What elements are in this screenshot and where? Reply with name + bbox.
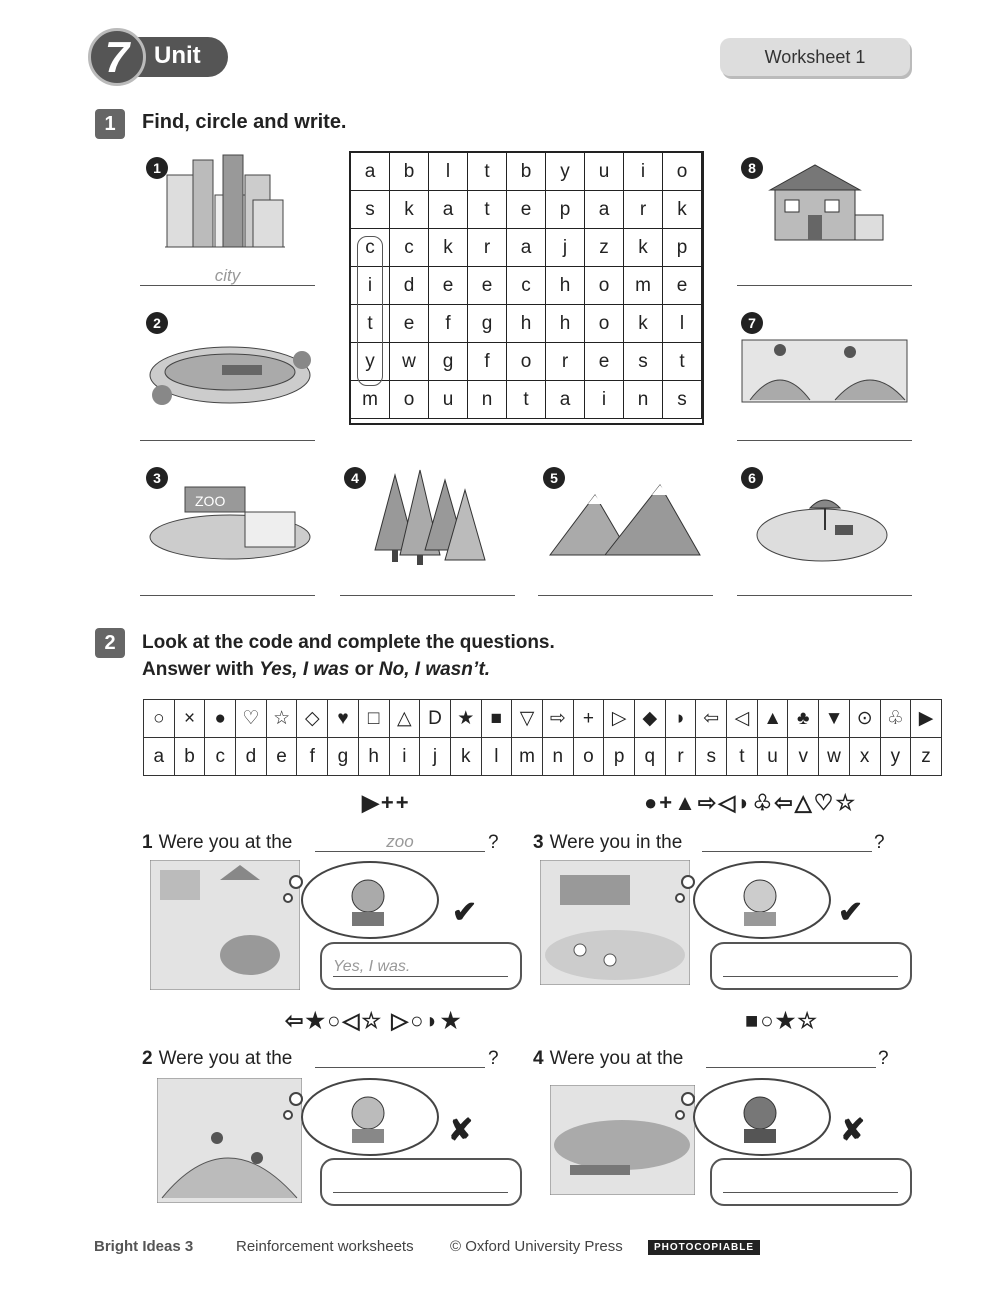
grid-cell[interactable]: h [546,267,585,305]
question-mark: ? [874,832,885,853]
code-symbol: ♡ [236,700,267,738]
grid-cell[interactable]: n [468,381,507,419]
code-letter: x [849,738,880,776]
cross-mark-icon: ✘ [840,1114,866,1147]
code-symbol: ▼ [819,700,850,738]
code-letter: j [420,738,451,776]
grid-cell[interactable]: r [468,229,507,267]
footer-copyright: © Oxford University Press [450,1238,623,1255]
grid-cell[interactable]: a [585,191,624,229]
question-4 [533,1048,683,1070]
grid-cell[interactable]: c [507,267,546,305]
grid-cell[interactable]: e [507,191,546,229]
answer-line-6[interactable] [737,595,912,596]
section-2-number: 2 [95,628,125,658]
grid-cell[interactable]: r [546,343,585,381]
code-symbol: ⇦ [696,700,727,738]
grid-cell[interactable]: k [624,305,663,343]
code-symbol: ◗ [665,700,696,738]
answer-line-8[interactable] [737,285,912,286]
code-symbol: ▷ [604,700,635,738]
grid-cell[interactable]: s [351,191,390,229]
grid-cell[interactable]: j [546,229,585,267]
grid-cell[interactable]: e [663,267,702,305]
code-letter: e [266,738,297,776]
code-symbol: △ [389,700,420,738]
grid-cell[interactable]: y [351,343,390,381]
code-symbol: × [174,700,205,738]
grid-cell[interactable]: p [546,191,585,229]
question-1-answer: zoo [386,832,414,851]
code-symbol: ☆ [266,700,297,738]
question-mark: ? [488,832,499,853]
thought-bubble-icon [672,858,832,943]
question-prefix: Were you at the [158,832,293,853]
code-symbol: ◁ [727,700,758,738]
picture-number: 3 [146,467,168,489]
grid-cell[interactable]: e [390,305,429,343]
question-mark: ? [878,1048,889,1069]
code-symbol: ⊙ [849,700,880,738]
footer-photocopiable: PHOTOCOPIABLE [648,1240,760,1255]
code-letter: y [880,738,911,776]
forest-icon [365,465,490,570]
question-prefix: Were you at the [158,1048,293,1069]
grid-cell[interactable]: o [507,343,546,381]
code-word-3: ●+▲⇨◁◗♧⇦△♡☆ [644,790,858,815]
answer-line-3[interactable] [140,595,315,596]
question-number: 4 [533,1048,544,1069]
code-symbol: ◇ [297,700,328,738]
answer-box-4-line [723,1192,898,1193]
grid-cell[interactable]: h [507,305,546,343]
grid-cell[interactable]: a [507,229,546,267]
answer-line-2[interactable] [140,440,315,441]
grid-cell[interactable]: k [663,191,702,229]
picture-number: 2 [146,312,168,334]
grid-cell[interactable]: t [468,191,507,229]
code-symbol: D [420,700,451,738]
svg-text:ZOO: ZOO [195,493,226,509]
code-letter: w [819,738,850,776]
code-letter: a [144,738,175,776]
code-letter: h [358,738,389,776]
grid-cell[interactable]: e [429,267,468,305]
grid-cell[interactable]: m [351,381,390,419]
check-mark-icon: ✔ [452,896,478,929]
code-symbol: ◆ [635,700,666,738]
code-letter: f [297,738,328,776]
skatepark-icon [740,330,910,405]
answer-line-4[interactable] [340,595,515,596]
footer-brand: Bright Ideas 3 [94,1238,194,1255]
city-icon [165,155,285,250]
code-symbol: ♧ [880,700,911,738]
grid-cell[interactable]: e [468,267,507,305]
zoo-scene-icon [150,860,300,990]
grid-cell[interactable]: t [507,381,546,419]
picture-number: 4 [344,467,366,489]
code-letter: k [450,738,481,776]
grid-cell[interactable]: k [390,191,429,229]
thought-bubble-icon [280,858,440,943]
question-2-line[interactable] [315,1067,485,1068]
grid-cell[interactable]: o [390,381,429,419]
question-3 [533,832,682,854]
section-1-instruction: Find, circle and write. [142,111,347,133]
code-letter: m [512,738,543,776]
code-symbol: ♥ [328,700,359,738]
code-letter: i [389,738,420,776]
grid-cell[interactable]: f [429,305,468,343]
code-word-1: ▶++ [362,790,411,815]
grid-cell[interactable]: d [390,267,429,305]
grid-cell[interactable]: s [624,343,663,381]
grid-cell[interactable]: z [585,229,624,267]
grid-cell[interactable]: o [585,305,624,343]
code-table [143,699,942,776]
code-letter: u [757,738,788,776]
question-prefix: Were you at the [549,1048,684,1069]
code-letter: t [727,738,758,776]
instruction-or: or [349,659,379,680]
code-symbol: □ [358,700,389,738]
code-letter: c [205,738,236,776]
grid-cell[interactable]: a [351,153,390,191]
code-symbol: ♣ [788,700,819,738]
code-letter: z [911,738,942,776]
grid-cell[interactable]: l [429,153,468,191]
grid-cell[interactable]: i [585,381,624,419]
question-number: 1 [142,832,153,853]
grid-cell[interactable]: b [507,153,546,191]
grid-cell[interactable]: w [390,343,429,381]
home-icon [765,160,885,245]
answer-1: city [214,266,241,285]
grid-cell[interactable]: i [351,267,390,305]
answer-box-4[interactable] [710,1158,912,1206]
word-search-grid [350,152,702,419]
grid-cell[interactable]: o [585,267,624,305]
code-symbol: ▶ [911,700,942,738]
grid-cell[interactable]: m [624,267,663,305]
code-letter: v [788,738,819,776]
worksheet-label: Worksheet 1 [720,38,910,76]
code-symbol: + [573,700,604,738]
grid-cell[interactable]: t [468,153,507,191]
code-letter: g [328,738,359,776]
question-1 [142,832,292,854]
grid-cell[interactable]: k [429,229,468,267]
grid-cell[interactable]: h [546,305,585,343]
grid-cell[interactable]: t [663,343,702,381]
footer-worksheets: Reinforcement worksheets [236,1238,414,1255]
question-2 [142,1048,292,1070]
circled-word-city [357,236,383,386]
picture-number: 6 [741,467,763,489]
question-mark: ? [488,1048,499,1069]
thought-bubble-icon [280,1075,440,1160]
grid-cell[interactable]: s [663,381,702,419]
grid-cell[interactable]: f [468,343,507,381]
picture-number: 8 [741,157,763,179]
answer-box-1-line [333,976,508,977]
code-symbol: ● [205,700,236,738]
grid-cell[interactable]: t [351,305,390,343]
code-letter: q [635,738,666,776]
question-4-line[interactable] [706,1067,876,1068]
grid-cell[interactable]: b [390,153,429,191]
zoo-icon [145,482,315,562]
answer-box-2[interactable] [320,1158,522,1206]
code-letter: d [236,738,267,776]
grid-cell[interactable]: u [429,381,468,419]
grid-cell[interactable]: g [429,343,468,381]
code-word-2: ⇦★○◁☆ ▷○◗★ [285,1008,463,1033]
code-symbol: ⇨ [542,700,573,738]
check-mark-icon: ✔ [838,896,864,929]
beach-icon [755,490,890,565]
question-number: 2 [142,1048,153,1069]
code-word-4: ■○★☆ [745,1008,820,1033]
picture-number: 7 [741,312,763,334]
cross-mark-icon: ✘ [448,1114,474,1147]
grid-cell[interactable]: a [429,191,468,229]
section-2-answer-instruction [142,659,490,681]
unit-label: Unit [154,42,201,69]
grid-cell[interactable]: a [546,381,585,419]
park-icon [142,330,317,410]
picture-number: 1 [146,157,168,179]
answer-box-3[interactable] [710,942,912,990]
grid-cell[interactable]: y [546,153,585,191]
answer-line-7[interactable] [737,440,912,441]
grid-cell[interactable]: u [585,153,624,191]
mountains-icon [550,480,700,560]
code-symbol: ▽ [512,700,543,738]
code-letter: b [174,738,205,776]
code-letter: p [604,738,635,776]
grid-cell[interactable]: p [663,229,702,267]
code-letter: r [665,738,696,776]
question-number: 3 [533,832,544,853]
question-3-line[interactable] [702,851,872,852]
grid-cell[interactable]: i [624,153,663,191]
grid-cell[interactable]: o [663,153,702,191]
code-symbol: ▲ [757,700,788,738]
countryside-scene-icon [540,860,690,985]
code-letter: l [481,738,512,776]
code-symbol: ★ [450,700,481,738]
thought-bubble-icon [672,1075,832,1160]
code-letter: s [696,738,727,776]
picture-number: 5 [543,467,565,489]
answer-box-1-text: Yes, I was. [333,958,411,975]
grid-cell[interactable]: g [468,305,507,343]
section-1-number: 1 [95,109,125,139]
grid-cell[interactable]: l [663,305,702,343]
instruction-yes: Yes, I was [259,659,350,680]
answer-line-5[interactable] [538,595,713,596]
code-letter: o [573,738,604,776]
instruction-no: No, I wasn’t. [378,659,491,680]
section-2-instruction: Look at the code and complete the questions. [142,632,555,653]
grid-cell[interactable]: k [624,229,663,267]
answer-box-2-line [333,1192,508,1193]
code-symbol: ■ [481,700,512,738]
grid-cell[interactable]: e [585,343,624,381]
question-prefix: Were you in the [549,832,683,853]
answer-box-3-line [723,976,898,977]
grid-cell[interactable]: c [351,229,390,267]
instruction-prefix: Answer with [142,659,260,680]
code-letter: n [542,738,573,776]
code-symbol: ○ [144,700,175,738]
grid-cell[interactable]: r [624,191,663,229]
grid-cell[interactable]: n [624,381,663,419]
unit-number: 7 [88,28,146,86]
grid-cell[interactable]: c [390,229,429,267]
